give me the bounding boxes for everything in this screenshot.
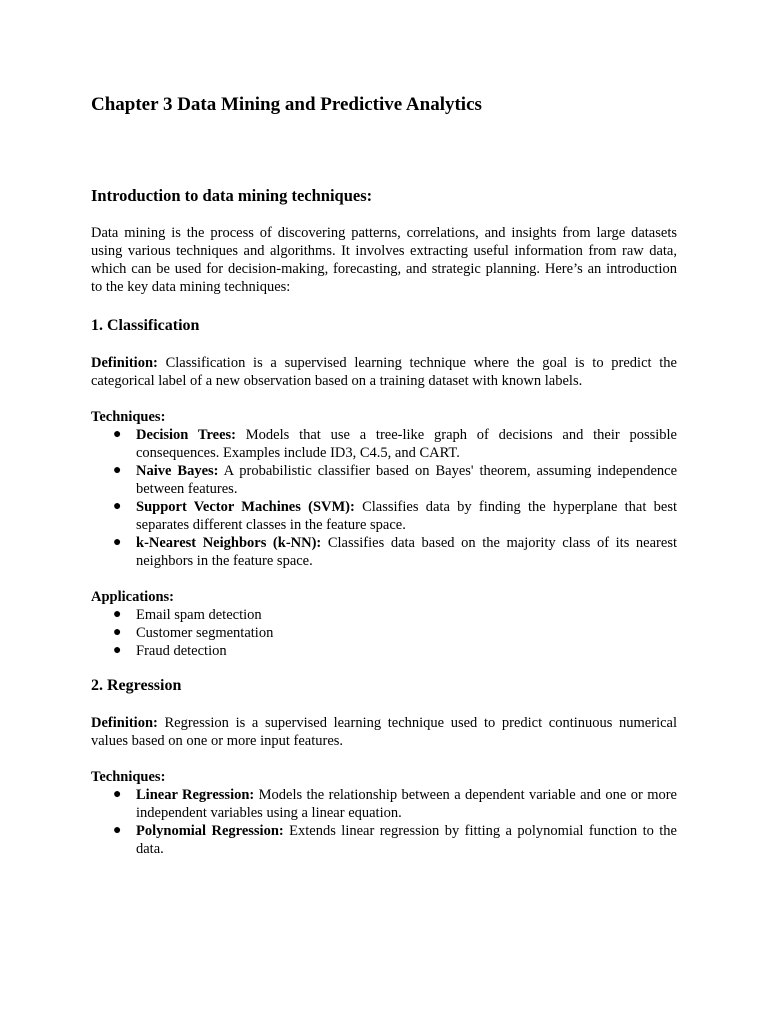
classification-definition	[91, 354, 677, 390]
bullet-icon: ●	[113, 823, 122, 838]
bullet-icon: ●	[113, 535, 122, 550]
list-item	[113, 426, 677, 462]
list-item	[113, 534, 677, 570]
definition-text: Classification is a supervised learning technique where the goal is to predict the categorical label of a new observation based on a training dataset with known labels.	[91, 355, 677, 389]
classification-applications-label: Applications:	[91, 589, 174, 605]
bullet-icon: ●	[113, 625, 122, 640]
technique-name: Linear Regression:	[136, 787, 255, 803]
classification-heading: 1. Classification	[91, 317, 200, 334]
regression-heading: 2. Regression	[91, 677, 182, 694]
list-item	[113, 462, 678, 498]
intro-paragraph: Data mining is the process of discovering patterns, correlations, and insights from large datasets using various techniques and algorithms. It involves extracting useful information from raw data, which can be used for decision-making, forecasting, and strategic planning. Here’s an introduction to the key data mining techniques:	[91, 225, 677, 295]
list-item	[113, 498, 677, 534]
bullet-icon: ●	[113, 499, 122, 514]
technique-text: A probabilistic classifier based on Bayes' theorem, assuming independence between features.	[136, 463, 678, 497]
list-item	[113, 606, 677, 624]
classification-applications-list	[91, 606, 677, 660]
application-text: Fraud detection	[136, 643, 227, 659]
list-item	[113, 786, 677, 822]
classification-techniques-label: Techniques:	[91, 409, 166, 425]
technique-name: Support Vector Machines (SVM):	[136, 499, 355, 515]
document-title: Chapter 3 Data Mining and Predictive Analytics	[91, 94, 482, 115]
list-item	[113, 822, 677, 858]
technique-text: Models that use a tree-like graph of decisions and their possible consequences. Examples include ID3, C4.5, and CART.	[136, 427, 677, 461]
definition-text: Regression is a supervised learning technique used to predict continuous numerical values based on one or more input features.	[91, 715, 677, 749]
list-item	[113, 624, 677, 642]
classification-techniques-list	[91, 426, 677, 570]
technique-name: Decision Trees:	[136, 427, 236, 443]
definition-label: Definition:	[91, 355, 158, 371]
bullet-icon: ●	[113, 643, 122, 658]
technique-name: Polynomial Regression:	[136, 823, 284, 839]
technique-text: Classifies data by finding the hyperplane that best separates different classes in the feature space.	[136, 499, 677, 533]
technique-text: Extends linear regression by fitting a polynomial function to the data.	[136, 823, 677, 857]
bullet-icon: ●	[113, 787, 122, 802]
regression-definition	[91, 714, 677, 750]
technique-name: Naive Bayes:	[136, 463, 219, 479]
regression-techniques-list	[91, 786, 677, 858]
technique-text: Models the relationship between a dependent variable and one or more independent variables using a linear equation.	[136, 787, 677, 821]
application-text: Customer segmentation	[136, 625, 274, 641]
bullet-icon: ●	[113, 463, 122, 478]
regression-techniques-label: Techniques:	[91, 769, 166, 785]
technique-name: k-Nearest Neighbors (k-NN):	[136, 535, 322, 551]
section-title: Introduction to data mining techniques:	[91, 186, 373, 205]
technique-text: Classifies data based on the majority class of its nearest neighbors in the feature space.	[136, 535, 677, 569]
list-item	[113, 642, 677, 660]
definition-label: Definition:	[91, 715, 158, 731]
application-text: Email spam detection	[136, 607, 262, 623]
bullet-icon: ●	[113, 607, 122, 622]
bullet-icon: ●	[113, 427, 122, 442]
